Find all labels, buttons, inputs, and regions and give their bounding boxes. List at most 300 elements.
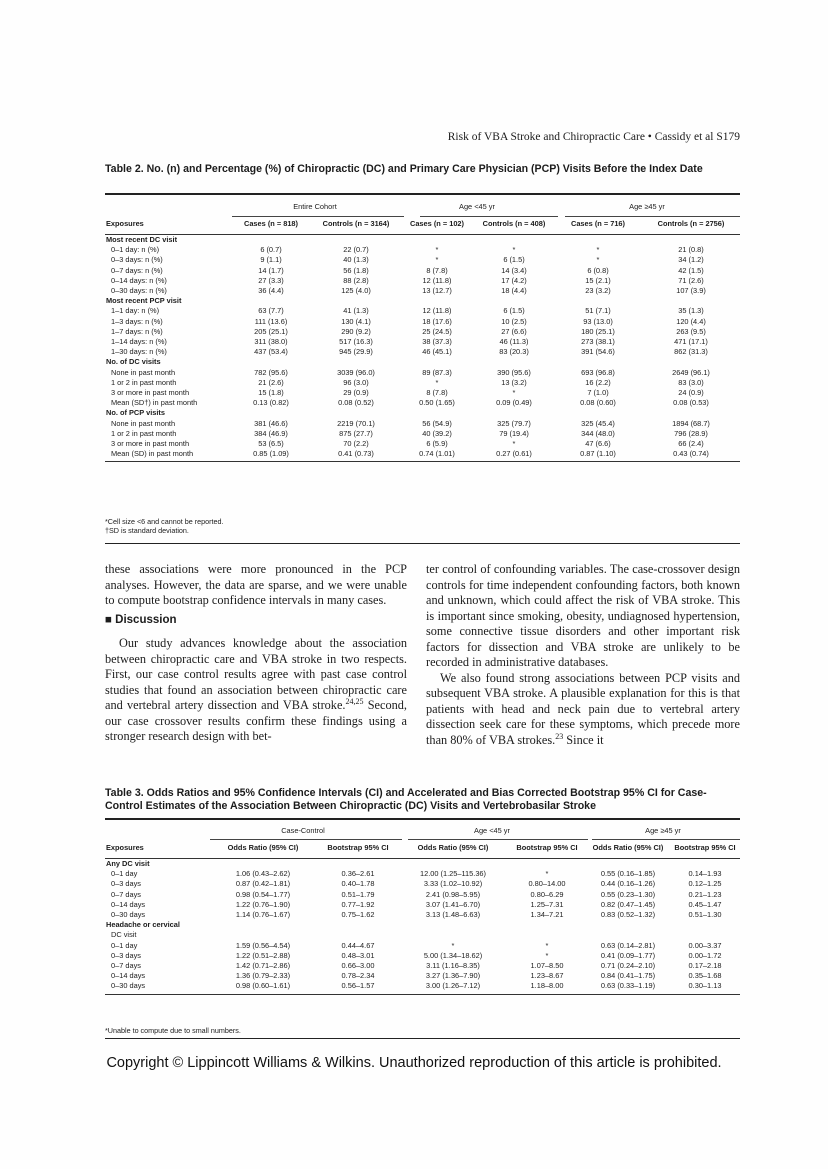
table2-row-label: 3 or more in past month — [111, 388, 190, 398]
table3-cell: 2.41 (0.98–5.95) — [425, 889, 481, 899]
table2-cell: 180 (25.1) — [581, 326, 615, 336]
table2-group: Age <45 yr — [459, 201, 495, 211]
table2-footnote: *Cell size <6 and cannot be reported. — [105, 517, 224, 526]
table2-cell — [400, 296, 474, 306]
table3-col-header: Odds Ratio (95% CI) — [398, 838, 508, 859]
citation: 24,25 — [345, 696, 364, 706]
table2-cell: 0.85 (1.09) — [230, 449, 312, 462]
table3-cell: 0.98 (0.54–1.77) — [235, 889, 291, 899]
table2-cell — [642, 408, 740, 418]
table2-cell: 381 (46.6) — [254, 418, 288, 428]
body-column-right — [426, 562, 740, 748]
table3-cell — [586, 859, 670, 870]
table3-row — [105, 971, 740, 981]
table2-cell: 325 (45.4) — [581, 418, 615, 428]
discussion-heading: Discussion — [115, 613, 177, 626]
table3-cell: 0.12–1.25 — [688, 879, 722, 889]
table2-row-label: 1 or 2 in past month — [111, 377, 177, 387]
table2-cell: 56 (54.9) — [422, 418, 452, 428]
table3-col-header: Bootstrap 95% CI — [670, 838, 740, 859]
table3-row — [105, 869, 740, 879]
table2-cell: 6 (0.7) — [260, 245, 282, 255]
table2-cell: 18 (17.6) — [422, 316, 452, 326]
table3-cell: 3.13 (1.48–6.63) — [425, 910, 481, 920]
table3-cell: 0.45–1.47 — [688, 899, 722, 909]
table2-cell: 6 (0.8) — [587, 265, 609, 275]
table3-cell — [586, 930, 670, 940]
table2-cell: 42 (1.5) — [678, 265, 704, 275]
table3-row — [105, 930, 740, 940]
table2-row — [105, 408, 740, 418]
table2-cell: 796 (28.9) — [674, 428, 708, 438]
table2-cell: 15 (2.1) — [585, 275, 611, 285]
table2-cell — [474, 235, 554, 246]
table2-row-label: 0–3 days: n (%) — [111, 255, 163, 265]
table2-row — [105, 449, 740, 462]
table3-col-header: Bootstrap 95% CI — [318, 838, 398, 859]
table3-cell: 0.55 (0.23–1.30) — [600, 889, 656, 899]
table2-cell: 384 (46.9) — [254, 428, 288, 438]
table2-cell — [312, 357, 400, 367]
table2-cell: 517 (16.3) — [339, 337, 373, 347]
table3-cell: 0.51–1.30 — [688, 910, 722, 920]
table3-cell — [398, 920, 508, 930]
table3-cell: 3.11 (1.16–8.35) — [426, 961, 480, 971]
table2-cell: 21 (0.8) — [678, 245, 704, 255]
table2-cell — [642, 296, 740, 306]
table2-cell — [554, 235, 642, 246]
table2-cell — [474, 408, 554, 418]
table3-group: Age ≥45 yr — [645, 825, 681, 835]
table3-cell: * — [545, 869, 549, 879]
table2-cell: 83 (20.3) — [499, 347, 529, 357]
table3-cell: 3.33 (1.02–10.92) — [423, 879, 483, 889]
copyright-notice: Copyright © Lippincott Williams & Wilkins. Unauthorized reproduction of this article is prohibited. — [106, 1055, 722, 1071]
table3-row-label: 0–7 days — [111, 889, 141, 899]
table3-row-label: 0–7 days — [111, 961, 141, 971]
table2-cell: 15 (1.8) — [258, 388, 284, 398]
table2-row-label: No. of PCP visits — [106, 408, 166, 418]
table2-cell: 263 (9.5) — [676, 326, 706, 336]
table2-cell: 0.74 (1.01) — [400, 449, 474, 462]
table2-group: Age ≥45 yr — [629, 201, 665, 211]
table2-cell: 273 (38.1) — [581, 337, 615, 347]
table2-row — [105, 419, 740, 429]
table3-cell: 0.00–3.37 — [688, 940, 722, 950]
table2-cell: 23 (3.2) — [585, 286, 611, 296]
table2-cell — [642, 235, 740, 246]
table2-row — [105, 347, 740, 357]
table2-cell: 0.50 (1.65) — [419, 398, 455, 408]
table3-cell: 0.00–1.72 — [688, 950, 722, 960]
table2-cell: 311 (38.0) — [254, 337, 288, 347]
table2-row — [105, 317, 740, 327]
table2-cell: 17 (4.2) — [501, 275, 527, 285]
table3-col-header: Odds Ratio (95% CI) — [208, 838, 318, 859]
table2-cell: 27 (3.3) — [258, 275, 284, 285]
table2-cell: 390 (95.6) — [497, 367, 531, 377]
table3-cell: 5.00 (1.34–18.62) — [423, 950, 483, 960]
table2-cell: 344 (48.0) — [581, 428, 615, 438]
table3-row-label: 0–3 days — [111, 879, 141, 889]
table2-bottom-rule — [105, 543, 740, 544]
table2-row — [105, 255, 740, 265]
table3-group: Age <45 yr — [474, 825, 510, 835]
table3-row-label: Headache or cervical — [106, 920, 180, 930]
table3-row-label: 0–1 day — [111, 940, 138, 950]
table2-cell: * — [435, 245, 439, 255]
table2-cell: 46 (45.1) — [422, 347, 452, 357]
table3 — [105, 820, 740, 995]
table2-cell: 0.87 (1.10) — [554, 449, 642, 462]
table3-cell: 0.71 (0.24–2.10) — [600, 961, 656, 971]
table3-cell: * — [545, 940, 549, 950]
table3-cell: 0.21–1.23 — [688, 889, 722, 899]
table2-cell: 3039 (96.0) — [337, 367, 375, 377]
table2-col-header: Controls (n = 408) — [474, 214, 554, 235]
table3-row — [105, 961, 740, 971]
table2-cell — [312, 408, 400, 418]
table2-row — [105, 235, 740, 246]
table3-group: Case-Control — [281, 825, 325, 835]
table2-cell: 36 (4.4) — [258, 286, 284, 296]
table2-cell: 0.41 (0.73) — [312, 449, 400, 462]
table2-cell: 130 (4.1) — [341, 316, 371, 326]
table2-cell: 34 (1.2) — [678, 255, 704, 265]
table2-row — [105, 388, 740, 398]
table3-cell: 0.63 (0.33–1.19) — [586, 981, 670, 994]
table3-row — [105, 900, 740, 910]
table3-cell: 0.66–3.00 — [341, 961, 375, 971]
table2-cell: 107 (3.9) — [676, 286, 706, 296]
table2-cell: 471 (17.1) — [674, 337, 708, 347]
table2-row-label: Mean (SD) in past month — [105, 449, 230, 462]
table2-row — [105, 368, 740, 378]
table3-cell: 0.87 (0.42–1.81) — [235, 879, 291, 889]
table2-row — [105, 306, 740, 316]
table2-row-label: Most recent DC visit — [106, 235, 178, 244]
table2-row-label: None in past month — [111, 367, 176, 377]
table2-cell: 0.27 (0.61) — [474, 449, 554, 462]
table3-cell — [508, 920, 586, 930]
table3-cell: 3.00 (1.26–7.12) — [398, 981, 508, 994]
table2-cell: 875 (27.7) — [339, 428, 373, 438]
table2-footnote: †SD is standard deviation. — [105, 526, 189, 535]
table2-cell: 2219 (70.1) — [337, 418, 375, 428]
table2-cell: * — [435, 255, 439, 265]
table2-row — [105, 337, 740, 347]
table2-row-label: 0–7 days: n (%) — [111, 265, 163, 275]
table2-cell: * — [512, 439, 516, 449]
table2-cell: 79 (19.4) — [499, 428, 529, 438]
table3-cell: 1.18–8.00 — [508, 981, 586, 994]
table2-cell — [312, 235, 400, 246]
table2-cell — [400, 408, 474, 418]
paragraph — [105, 636, 407, 745]
table2-row-label: 0–14 days: n (%) — [111, 275, 167, 285]
table2-cell: 53 (6.5) — [258, 439, 284, 449]
table3-row — [105, 951, 740, 961]
table2-cell: 24 (0.9) — [678, 388, 704, 398]
table2-cell: 12 (11.8) — [422, 275, 452, 285]
table3-cell: 0.56–1.57 — [318, 981, 398, 994]
table2-row-label: No. of DC visits — [106, 357, 161, 367]
table3-cell: 0.80–6.29 — [530, 889, 564, 899]
table2-cell: 782 (95.6) — [254, 367, 288, 377]
table2-cell — [230, 235, 312, 246]
table2-cell: 12 (11.8) — [422, 306, 452, 316]
table2-cell — [554, 296, 642, 306]
table2-cell: 0.13 (0.82) — [253, 398, 289, 408]
table3-col-header: Odds Ratio (95% CI) — [586, 838, 670, 859]
table3-cell: 3.27 (1.36–7.90) — [425, 971, 481, 981]
table3-cell — [508, 930, 586, 940]
table3-col-header: Bootstrap 95% CI — [508, 838, 586, 859]
table2-cell: 21 (2.6) — [258, 377, 284, 387]
table2-cell — [400, 235, 474, 246]
table3-row-label: 0–14 days — [111, 971, 146, 981]
table3-cell — [398, 859, 508, 870]
table3-cell: 3.07 (1.41–6.70) — [425, 899, 481, 909]
table2-cell: * — [512, 245, 516, 255]
table2-cell: 35 (1.3) — [678, 306, 704, 316]
table2-cell: 47 (6.6) — [585, 439, 611, 449]
table2-cell: 391 (54.6) — [581, 347, 615, 357]
table3-footnote: *Unable to compute due to small numbers. — [105, 1026, 241, 1035]
table2-row-label: 1 or 2 in past month — [111, 428, 177, 438]
table2-row-label: 0–1 day: n (%) — [111, 245, 160, 255]
table2-cell: 96 (3.0) — [343, 377, 369, 387]
table2-cell: 437 (53.4) — [254, 347, 288, 357]
table3-row-label: DC visit — [111, 930, 137, 940]
table2-cell: 40 (39.2) — [422, 428, 452, 438]
table2-col-header: Cases (n = 716) — [554, 214, 642, 235]
table2-col-header: Exposures — [105, 214, 230, 235]
table3-cell: 0.30–1.13 — [670, 981, 740, 994]
table2-cell: 0.08 (0.52) — [338, 398, 374, 408]
table2-cell: 25 (24.5) — [422, 326, 452, 336]
table2-cell — [554, 408, 642, 418]
table3-caption: Table 3. Odds Ratios and 95% Confidence Intervals (CI) and Accelerated and Bias Corrected Bootstrap 95% CI for Case-Control Estimates of the Association Between Chiropractic (DC) Visits and Vertebrobasilar Stroke — [105, 787, 707, 812]
table2-cell: 7 (1.0) — [587, 388, 609, 398]
table3-cell — [670, 920, 740, 930]
table3-bottom-rule — [105, 1038, 740, 1039]
table3-cell — [670, 930, 740, 940]
table2-row-label: Mean (SD†) in past month — [111, 398, 198, 408]
table2-cell: 111 (13.6) — [254, 316, 288, 326]
table2-cell: 0.08 (0.60) — [580, 398, 616, 408]
table2-cell — [312, 296, 400, 306]
table3-cell: 1.14 (0.76–1.67) — [235, 910, 291, 920]
table3-cell — [208, 859, 318, 870]
table2-row-label: 1–1 day: n (%) — [111, 306, 160, 316]
section-heading: ■ Discussion — [105, 613, 177, 626]
table2-col-header: Cases (n = 102) — [400, 214, 474, 235]
table2-cell: 89 (87.3) — [422, 367, 452, 377]
table3-cell — [318, 859, 398, 870]
table3-row — [105, 941, 740, 951]
table2-cell: 93 (13.0) — [583, 316, 613, 326]
table2-cell: * — [596, 255, 600, 265]
table2-cell: 0.09 (0.49) — [496, 398, 532, 408]
table3-cell: 1.22 (0.51–2.88) — [235, 950, 291, 960]
table2-row-label: 1–14 days: n (%) — [111, 337, 167, 347]
table2-cell: 88 (2.8) — [343, 275, 369, 285]
table2-cell: 38 (37.3) — [422, 337, 452, 347]
table3-cell: 1.59 (0.56–4.54) — [235, 940, 291, 950]
table2-cell: 862 (31.3) — [674, 347, 708, 357]
table3-row — [105, 879, 740, 889]
table2-cell: 1894 (68.7) — [672, 418, 710, 428]
paragraph: these associations were more pronounced in the PCP analyses. However, the data are sparse, and we were unable to compute bootstrap confidence intervals in many cases. — [105, 562, 407, 607]
table3-cell: 0.84 (0.41–1.75) — [600, 971, 656, 981]
table2-cell: * — [435, 377, 439, 387]
table2-cell: 8 (7.8) — [426, 388, 448, 398]
table2-col-header: Controls (n = 3164) — [312, 214, 400, 235]
table2-cell: 6 (5.9) — [426, 439, 448, 449]
table3-cell: 0.63 (0.14–2.81) — [600, 940, 656, 950]
table3-cell: * — [545, 950, 549, 960]
table3-row — [105, 859, 740, 870]
table2-row — [105, 296, 740, 306]
table2-cell: 27 (6.6) — [501, 326, 527, 336]
table3-cell: 0.80–14.00 — [528, 879, 566, 889]
table2-row-label: 1–30 days: n (%) — [111, 347, 167, 357]
table3-cell: 1.36 (0.79–2.33) — [235, 971, 291, 981]
table3-cell: 0.83 (0.52–1.32) — [600, 910, 656, 920]
table3-cell: 1.07–8.50 — [530, 961, 564, 971]
table2 — [105, 196, 740, 462]
table3-cell: 0.41 (0.09–1.77) — [600, 950, 656, 960]
table3-cell — [208, 920, 318, 930]
table2-footnotes — [105, 517, 223, 535]
table2-cell: 9 (1.1) — [260, 255, 282, 265]
table3-row-label: 0–14 days — [111, 899, 146, 909]
table2-cell: 693 (96.8) — [581, 367, 615, 377]
table3-col-header: Exposures — [105, 838, 208, 859]
table2-row — [105, 439, 740, 449]
table2-cell: 63 (7.7) — [258, 306, 284, 316]
table2-cell: 6 (1.5) — [503, 306, 525, 316]
table2-cell: 46 (11.3) — [499, 337, 529, 347]
table2-row-label: 3 or more in past month — [111, 439, 190, 449]
table3-cell: 1.42 (0.71–2.86) — [235, 961, 291, 971]
table2-cell — [554, 357, 642, 367]
table2-cell: 120 (4.4) — [676, 316, 706, 326]
table3-row-label: 0–1 day — [111, 869, 138, 879]
table2-row — [105, 357, 740, 367]
table2-cell: * — [512, 388, 516, 398]
body-column-left — [105, 562, 407, 745]
table3-cell: 0.77–1.92 — [341, 899, 375, 909]
table2-cell — [230, 357, 312, 367]
table3-cell — [318, 930, 398, 940]
paragraph-text: We also found strong associations between PCP visits and subsequent VBA stroke. A plausible explanation for this is that patients with head and neck pain due to vertebral artery dissection seek care for these symptoms, which precede more than 80% of VBA strokes. — [426, 670, 740, 747]
table2-cell: 14 (1.7) — [258, 265, 284, 275]
table3-row-label: Any DC visit — [106, 859, 150, 868]
table2-cell: * — [596, 245, 600, 255]
table2-col-header: Cases (n = 818) — [230, 214, 312, 235]
table2-row — [105, 266, 740, 276]
table3-cell — [508, 859, 586, 870]
paragraph-text: Second, our case crossover results confirm these findings using a stronger research design with bet- — [105, 698, 407, 743]
table2-cell: 8 (7.8) — [426, 265, 448, 275]
table3-row — [105, 981, 740, 994]
table2-cell: 0.08 (0.53) — [673, 398, 709, 408]
table2-row-label: None in past month — [111, 418, 176, 428]
table2-cell: 205 (25.1) — [254, 326, 288, 336]
table2-row-label: Most recent PCP visit — [106, 296, 182, 306]
table2-cell: 14 (3.4) — [501, 265, 527, 275]
table3-row — [105, 920, 740, 930]
table2-cell: 29 (0.9) — [343, 388, 369, 398]
table2-cell: 71 (2.6) — [678, 275, 704, 285]
table3-cell — [208, 930, 318, 940]
paragraph-text: Our study advances knowledge about the association between chiropractic care and VBA stroke in two respects. First, our case control results agree with past case control studies that found an association between chiropractic care and vertebral artery dissection and VBA stroke. — [105, 636, 407, 712]
table2-cell: 6 (1.5) — [503, 255, 525, 265]
table2-cell: 83 (3.0) — [678, 377, 704, 387]
table2-row — [105, 378, 740, 388]
table2-cell: 10 (2.5) — [501, 316, 527, 326]
table2-cell: 18 (4.4) — [501, 286, 527, 296]
paragraph-text: Since it — [563, 732, 604, 747]
table2-cell — [642, 357, 740, 367]
table3-cell: 1.23–8.67 — [530, 971, 564, 981]
table2-row-label: 1–7 days: n (%) — [111, 326, 163, 336]
table3-footnotes — [105, 1026, 241, 1035]
table3-row — [105, 890, 740, 900]
table3-cell: 0.17–2.18 — [688, 961, 722, 971]
table2-cell: 325 (79.7) — [497, 418, 531, 428]
table3-cell: 0.98 (0.60–1.61) — [208, 981, 318, 994]
table3-cell: 1.22 (0.76–1.90) — [235, 899, 291, 909]
table2-cell: 22 (0.7) — [343, 245, 369, 255]
table2-row — [105, 327, 740, 337]
table3-row — [105, 910, 740, 920]
table3-cell: * — [451, 940, 455, 950]
running-header: Risk of VBA Stroke and Chiropractic Care • Cassidy et al S179 — [447, 131, 740, 143]
table2-row-label: 1–3 days: n (%) — [111, 316, 163, 326]
table3-cell: 0.55 (0.16–1.85) — [600, 869, 656, 879]
table3-row-label: 0–3 days — [111, 950, 141, 960]
table2-cell: 2649 (96.1) — [672, 367, 710, 377]
paragraph — [426, 671, 740, 749]
table3-row-label: 0–30 days — [105, 981, 208, 994]
table2-cell — [230, 408, 312, 418]
table3-cell: 0.44–4.67 — [341, 940, 375, 950]
table2-cell: 13 (12.7) — [422, 286, 452, 296]
table3-cell: 0.14–1.93 — [688, 869, 722, 879]
paragraph: ter control of confounding variables. The case-crossover design controls for time independent confounding factors, both known and unknown, which could affect the risk of VBA stroke. This is important since smoking, obesity, undiagnosed hypertension, some connective tissue disorders and other important risk factors for dissection and VBA stroke are unlikely to be recorded in administrative databases. — [426, 562, 740, 669]
table2-cell: 13 (3.2) — [501, 377, 527, 387]
table2-cell — [474, 296, 554, 306]
table3-cell: 0.35–1.68 — [688, 971, 722, 981]
table2-cell: 16 (2.2) — [585, 377, 611, 387]
table2-cell: 945 (29.9) — [339, 347, 373, 357]
table2-cell: 125 (4.0) — [341, 286, 371, 296]
table2-row — [105, 286, 740, 296]
table3-cell: 0.36–2.61 — [341, 869, 375, 879]
table2-row — [105, 398, 740, 408]
table3-cell: 0.51–1.79 — [341, 889, 375, 899]
table2-top-rule — [105, 193, 740, 195]
table3-cell: 12.00 (1.25–115.36) — [419, 869, 487, 879]
table3-cell: 0.82 (0.47–1.45) — [600, 899, 656, 909]
table3-cell: 0.75–1.62 — [341, 910, 375, 920]
table2-cell — [474, 357, 554, 367]
table3-cell — [670, 859, 740, 870]
table3-cell: 1.06 (0.43–2.62) — [235, 869, 291, 879]
